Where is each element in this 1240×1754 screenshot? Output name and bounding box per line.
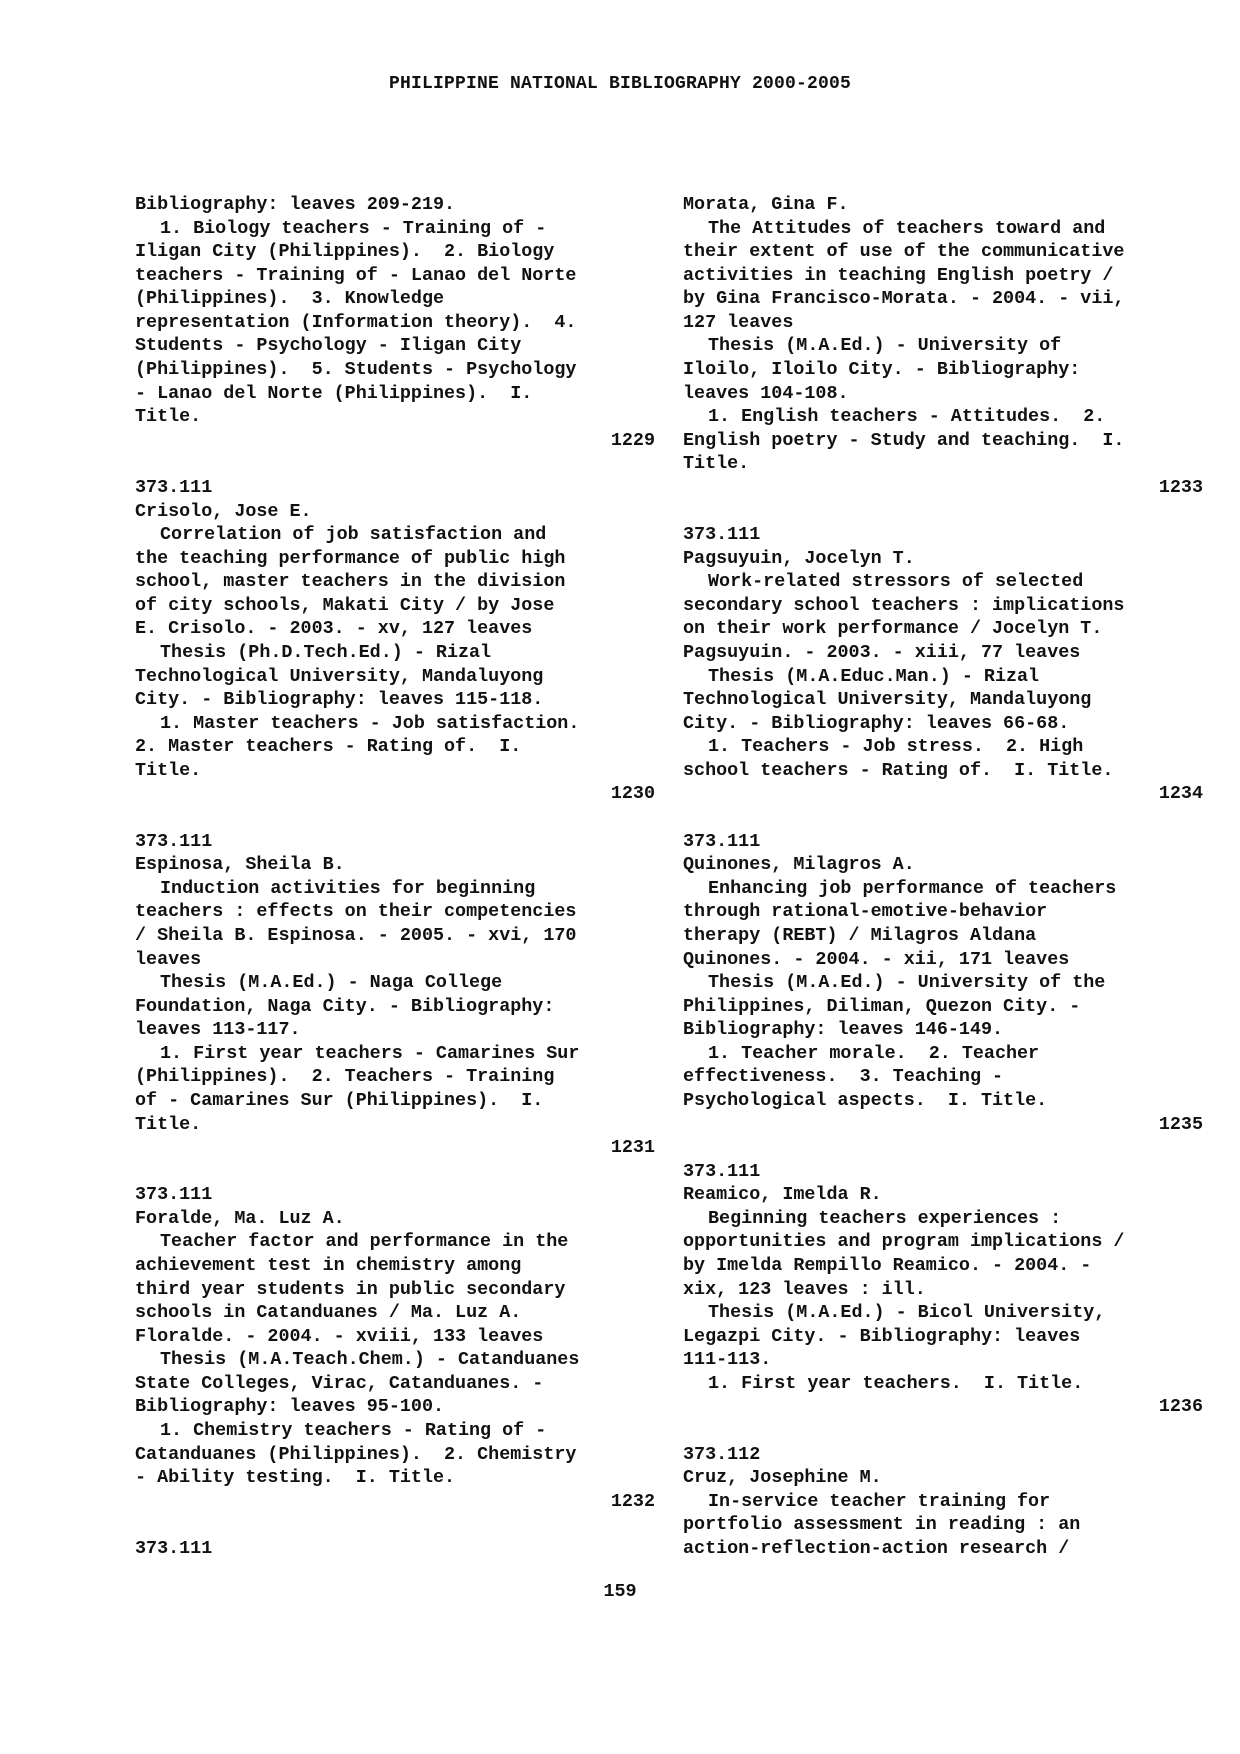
entry-number: 1234 bbox=[1158, 783, 1203, 805]
call-number: 373.111 bbox=[135, 1184, 213, 1206]
blank-line bbox=[135, 452, 655, 476]
entry-line: third year students in public secondary bbox=[135, 1278, 566, 1300]
call-number: 373.112 bbox=[683, 1443, 761, 1465]
entry-line: action-reflection-action research / bbox=[683, 1537, 1070, 1559]
entry-line: Catanduanes (Philippines). 2. Chemistry bbox=[135, 1443, 577, 1465]
entry-line: Philippines, Diliman, Quezon City. - bbox=[683, 995, 1081, 1017]
right-column bbox=[683, 193, 1203, 1561]
entry-line: opportunities and program implications / bbox=[683, 1231, 1125, 1253]
entry-line: Thesis (M.A.Teach.Chem.) - Catanduanes bbox=[160, 1349, 580, 1371]
entry-line: effectiveness. 3. Teaching - bbox=[683, 1066, 1004, 1088]
entry-line: Thesis (M.A.Ed.) - University of the bbox=[708, 972, 1106, 994]
entry-line: Title. bbox=[135, 1113, 202, 1135]
entry-line: 2. Master teachers - Rating of. I. bbox=[135, 736, 522, 758]
entry-line: Title. bbox=[135, 759, 202, 781]
entry-line: Work-related stressors of selected bbox=[708, 571, 1084, 593]
entry-line: Enhancing job performance of teachers bbox=[708, 877, 1117, 899]
entry-line: Quinones. - 2004. - xii, 171 leaves bbox=[683, 948, 1070, 970]
entry-line: teachers - Training of - Lanao del Norte bbox=[135, 264, 577, 286]
entry-line: Bibliography: leaves 209-219. bbox=[135, 194, 456, 215]
entry-line: Quinones, Milagros A. bbox=[683, 854, 915, 876]
entry-line: 1. Master teachers - Job satisfaction. bbox=[160, 712, 580, 734]
entry-line: Reamico, Imelda R. bbox=[683, 1184, 882, 1206]
entry-line: school, master teachers in the division bbox=[135, 571, 566, 593]
left-column bbox=[135, 193, 655, 1561]
entry-number: 1233 bbox=[1158, 476, 1203, 498]
entry-number: 1229 bbox=[610, 429, 655, 451]
entry-line: The Attitudes of teachers toward and bbox=[708, 217, 1106, 239]
entry-line: Legazpi City. - Bibliography: leaves bbox=[683, 1325, 1081, 1347]
entry-line: Cruz, Josephine M. bbox=[683, 1467, 882, 1489]
entry-line: Psychological aspects. I. Title. bbox=[683, 1089, 1048, 1111]
entry-line: schools in Catanduanes / Ma. Luz A. bbox=[135, 1302, 522, 1324]
entry-line: Thesis (M.A.Ed.) - University of bbox=[708, 335, 1062, 357]
entry-number: 1235 bbox=[1158, 1113, 1203, 1135]
entry-line: City. - Bibliography: leaves 115-118. bbox=[135, 689, 544, 711]
entry-line: Teacher factor and performance in the bbox=[160, 1231, 569, 1253]
entry-line: - Ability testing. I. Title. bbox=[135, 1467, 456, 1489]
entry-line: portfolio assessment in reading : an bbox=[683, 1514, 1081, 1536]
entry-line: leaves bbox=[135, 948, 202, 970]
entry-line: (Philippines). 2. Teachers - Training bbox=[135, 1066, 555, 1088]
entry-line: - Lanao del Norte (Philippines). I. bbox=[135, 382, 533, 404]
entry-line: Morata, Gina F. bbox=[683, 194, 849, 215]
entry-line: (Philippines). 3. Knowledge bbox=[135, 288, 445, 310]
entry-line: leaves 104-108. bbox=[683, 382, 849, 404]
entry-line: school teachers - Rating of. I. Title. bbox=[683, 759, 1114, 781]
entry-line: Title. bbox=[135, 406, 202, 428]
entry-line: (Philippines). 5. Students - Psychology bbox=[135, 359, 577, 381]
entry-line: Bibliography: leaves 95-100. bbox=[135, 1396, 445, 1418]
call-number: 373.111 bbox=[135, 476, 213, 498]
entry-line: by Gina Francisco-Morata. - 2004. - vii, bbox=[683, 288, 1125, 310]
entry-line: 127 leaves bbox=[683, 311, 794, 333]
entry-line: therapy (REBT) / Milagros Aldana bbox=[683, 924, 1037, 946]
entry-line: 1. Teachers - Job stress. 2. High bbox=[708, 736, 1084, 758]
entry-number: 1232 bbox=[610, 1490, 655, 1512]
entry-line: on their work performance / Jocelyn T. bbox=[683, 618, 1103, 640]
blank-line bbox=[683, 806, 1203, 830]
entry-line: 111-113. bbox=[683, 1349, 772, 1371]
entry-line: Iloilo, Iloilo City. - Bibliography: bbox=[683, 359, 1081, 381]
entry-line: 1. First year teachers. I. Title. bbox=[708, 1372, 1084, 1394]
entry-line: Correlation of job satisfaction and bbox=[160, 524, 547, 546]
entry-line: of - Camarines Sur (Philippines). I. bbox=[135, 1089, 544, 1111]
entry-line: Induction activities for beginning bbox=[160, 877, 536, 899]
entry-line: Bibliography: leaves 146-149. bbox=[683, 1019, 1004, 1041]
entry-line: Crisolo, Jose E. bbox=[135, 500, 312, 522]
entry-line: leaves 113-117. bbox=[135, 1019, 301, 1041]
entry-line: representation (Information theory). 4. bbox=[135, 311, 577, 333]
entry-line: achievement test in chemistry among bbox=[135, 1255, 522, 1277]
entry-line: Thesis (M.A.Ed.) - Naga College bbox=[160, 972, 503, 994]
entry-line: / Sheila B. Espinosa. - 2005. - xvi, 170 bbox=[135, 924, 577, 946]
entry-number: 1236 bbox=[1158, 1396, 1203, 1418]
entry-line: Thesis (Ph.D.Tech.Ed.) - Rizal bbox=[160, 641, 492, 663]
entry-line: through rational-emotive-behavior bbox=[683, 901, 1048, 923]
entry-line: Pagsuyuin. - 2003. - xiii, 77 leaves bbox=[683, 641, 1081, 663]
entry-line: Thesis (M.A.Educ.Man.) - Rizal bbox=[708, 665, 1040, 687]
entry-line: the teaching performance of public high bbox=[135, 547, 566, 569]
entry-line: English poetry - Study and teaching. I. bbox=[683, 429, 1125, 451]
entry-line: In-service teacher training for bbox=[708, 1490, 1051, 1512]
entry-line: City. - Bibliography: leaves 66-68. bbox=[683, 712, 1070, 734]
call-number: 373.111 bbox=[683, 1160, 761, 1182]
running-head: PHILIPPINE NATIONAL BIBLIOGRAPHY 2000-2005 bbox=[388, 74, 852, 94]
blank-line bbox=[683, 1419, 1203, 1443]
entry-line: xix, 123 leaves : ill. bbox=[683, 1278, 926, 1300]
entry-line: Students - Psychology - Iligan City bbox=[135, 335, 522, 357]
entry-line: Technological University, Mandaluyong bbox=[683, 689, 1092, 711]
blank-line bbox=[135, 1513, 655, 1537]
entry-line: their extent of use of the communicative bbox=[683, 241, 1125, 263]
entry-line: Pagsuyuin, Jocelyn T. bbox=[683, 547, 915, 569]
entry-line: Foralde, Ma. Luz A. bbox=[135, 1207, 345, 1229]
call-number: 373.111 bbox=[683, 830, 761, 852]
page-number: 159 bbox=[603, 1581, 637, 1602]
entry-line: Floralde. - 2004. - xviii, 133 leaves bbox=[135, 1325, 544, 1347]
entry-line: 1. English teachers - Attitudes. 2. bbox=[708, 406, 1106, 428]
entry-line: 1. Biology teachers - Training of - bbox=[160, 217, 547, 239]
call-number: 373.111 bbox=[135, 830, 213, 852]
entry-line: Thesis (M.A.Ed.) - Bicol University, bbox=[708, 1302, 1106, 1324]
entry-line: 1. Teacher morale. 2. Teacher bbox=[708, 1042, 1040, 1064]
entry-line: Espinosa, Sheila B. bbox=[135, 854, 345, 876]
blank-line bbox=[135, 1160, 655, 1184]
entry-line: by Imelda Rempillo Reamico. - 2004. - bbox=[683, 1255, 1092, 1277]
entry-line: E. Crisolo. - 2003. - xv, 127 leaves bbox=[135, 618, 533, 640]
entry-line: 1. Chemistry teachers - Rating of - bbox=[160, 1420, 547, 1442]
blank-line bbox=[683, 1136, 1203, 1160]
entry-line: activities in teaching English poetry / bbox=[683, 264, 1114, 286]
entry-line: 1. First year teachers - Camarines Sur bbox=[160, 1042, 580, 1064]
blank-line bbox=[135, 806, 655, 830]
entry-line: Iligan City (Philippines). 2. Biology bbox=[135, 241, 555, 263]
entry-line: teachers : effects on their competencies bbox=[135, 901, 577, 923]
entry-line: Foundation, Naga City. - Bibliography: bbox=[135, 995, 555, 1017]
call-number: 373.111 bbox=[135, 1537, 213, 1559]
call-number: 373.111 bbox=[683, 524, 761, 546]
entry-number: 1230 bbox=[610, 783, 655, 805]
entry-line: of city schools, Makati City / by Jose bbox=[135, 594, 555, 616]
entry-line: Technological University, Mandaluyong bbox=[135, 665, 544, 687]
entry-line: State Colleges, Virac, Catanduanes. - bbox=[135, 1372, 544, 1394]
entry-line: Beginning teachers experiences : bbox=[708, 1207, 1062, 1229]
blank-line bbox=[683, 500, 1203, 524]
entry-line: Title. bbox=[683, 453, 750, 475]
entry-number: 1231 bbox=[610, 1137, 655, 1159]
entry-line: secondary school teachers : implications bbox=[683, 594, 1125, 616]
